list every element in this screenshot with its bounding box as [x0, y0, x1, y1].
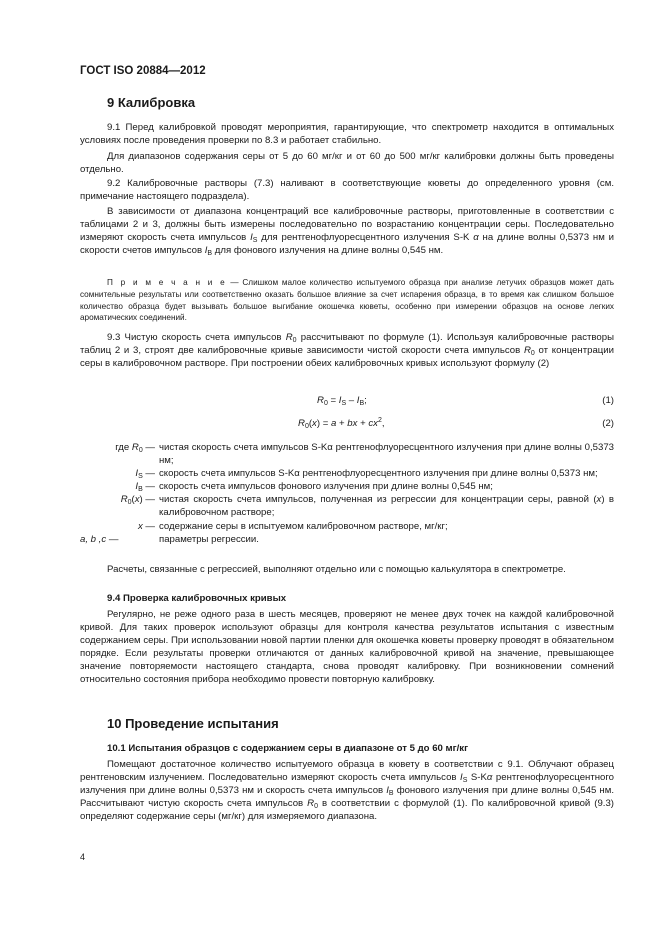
paragraph-9-2: 9.2 Калибровочные растворы (7.3) наливают в соответствующие кюветы до определенного уровня (см. примечание настоящего подраздела). — [80, 178, 614, 203]
section-9-title: 9 Калибровка — [107, 95, 196, 110]
paragraph-9-3: 9.3 Чистую скорость счета импульсов $R_0$ рассчитывают по формуле (1). Используя калибровочные растворы таблиц 2 и 3, строят две калибровочные кривые зависимости чистой скорости счета импульсов $R_0$ от концентрации серы в калибровочном растворе. При построении обеих калибровочных кривых используют формулу (2) — [80, 332, 614, 370]
paragraph-10-1: Помещают достаточное количество испытуемого образца в кювету в соответствии с 9.1. Облучают образец рентгеновским излучением. Последовательно измеряют скорость счета импульсов $I_S$ S-Kα рентгенофлуоресцентного излучения при длине волны 0,5373 нм и скорость счета импульсов $I_B$ фонового излучения при длине волны 0,545 нм. Рассчитывают чистую скорость счета импульсов $R_0$ в соответствии с формулой (1). По калибровочной кривой (9.3) определяют содержание серы (мг/кг) для измеряемого диапазона. — [80, 759, 614, 823]
paragraph-regression-note: Расчеты, связанные с регрессией, выполняют отдельно или с помощью калькулятора в спектрометре. — [107, 564, 566, 575]
definition-x: x — содержание серы в испытуемом калибровочном растворе, мг/кг; — [137, 520, 448, 532]
subsection-10-1-title: 10.1 Испытания образцов с содержанием серы в диапазоне от 5 до 60 мг/кг — [107, 743, 469, 754]
definition-r0: где $R_0$ — чистая скорость счета импульсов S-Kα рентгенофлуоресцентного излучения при длине волны 0,5373 нм; — [115, 442, 614, 467]
section-10-title: 10 Проведение испытания — [107, 716, 279, 731]
paragraph-9-1: 9.1 Перед калибровкой проводят мероприятия, гарантирующие, что спектрометр находится в оптимальных условиях после проведения проверки по 8.3 и работает стабильно. — [80, 122, 614, 147]
formula-1: $R_0 = I_S - I_B$; — [317, 395, 367, 407]
definition-is: $I_S$ — скорость счета импульсов S-Kα рентгенофлуоресцентного излучения при длине волны 0,5373 нм; — [135, 468, 598, 481]
formula-2-number: (2) — [602, 418, 614, 429]
document-header: ГОСТ ISO 20884—2012 — [80, 65, 206, 77]
formula-1-number: (1) — [602, 395, 614, 406]
definition-abc: a, b ,c — параметры регрессии. — [80, 533, 259, 545]
definitions-list — [80, 441, 614, 546]
subsection-9-4-title: 9.4 Проверка калибровочных кривых — [107, 593, 287, 604]
paragraph-9-4: Регулярно, не реже одного раза в шесть месяцев, проверяют не менее двух точек на каждой калибровочной кривой. Для таких проверок используют образцы для контроля качества результатов испытания с известным содержанием серы. При использовании новой партии пленки для окошечка кюветы проверку проводят в обязательном порядке. Если результаты проверки отличаются от данных калибровочной кривой на значение, превышающее значение повторяемости настоящего стандарта, снова проводят калибровку. При возникновении сомнений относительно состояния прибора необходимо провести повторную калибровку. — [80, 609, 614, 686]
formula-2: $R_0(x) = a$ + bx + $cx^2$, — [298, 417, 385, 430]
definition-ib: $I_B$ — скорость счета импульсов фонового излучения при длине волны 0,545 нм; — [135, 481, 493, 494]
note-block: П р и м е ч а н и е — Слишком малое количество испытуемого образца при анализе летучих образцов может дать сомнительные результаты или соответственно оказать большое влияние за счет испарения образца, в то время как слишком большое количество образца будет вызывать большое выгибание окошечка кюветы, особенно при измерении образцов на основе легких ароматических соединений. — [80, 278, 615, 323]
note-label: П р и м е ч а н и е — [107, 278, 227, 287]
page-number: 4 — [80, 852, 86, 862]
paragraph-9-2-measurement: В зависимости от диапазона концентраций все калибровочные растворы, приготовленные в соответствии с таблицами 2 и 3, должны быть измерены последовательно по возрастанию концентрации серы. Последовательно измеряют скорость счета импульсов $I_S$ для рентгенофлуоресцентного излучения S-K α на длине волны 0,5373 нм и скорости счетов импульсов $I_B$ для фонового излучения на длине волны 0,545 нм. — [80, 206, 614, 258]
definition-r0x: $R_0(x)$ — чистая скорость счета импульсов, полученная из регрессии для концентрации серы, равной (x) в калибровочном растворе; — [120, 494, 614, 519]
paragraph-9-1-ranges: Для диапазонов содержания серы от 5 до 60 мг/кг и от 60 до 500 мг/кг калибровки должны быть проведены отдельно. — [80, 151, 614, 176]
